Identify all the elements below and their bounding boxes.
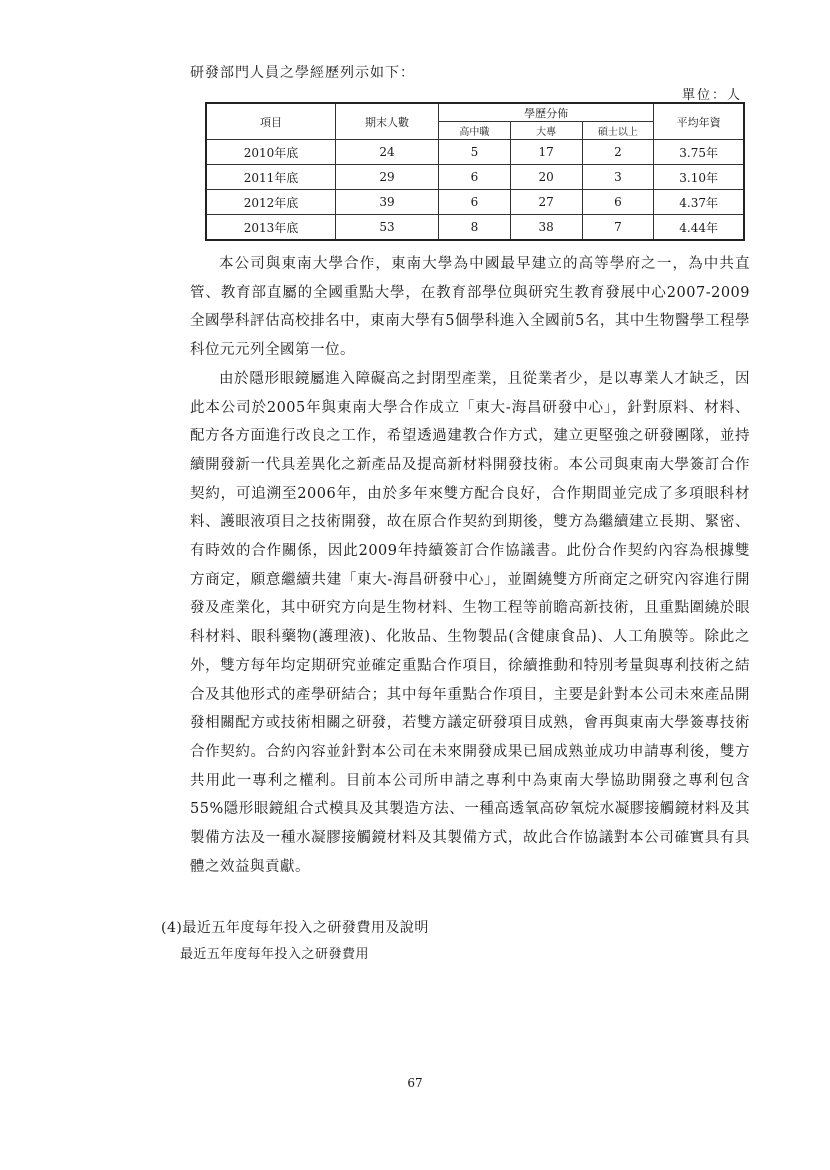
cell-high-school: 6 (439, 165, 511, 190)
rd-staff-table (205, 102, 745, 241)
cell-headcount: 29 (335, 165, 438, 190)
table-row (206, 215, 744, 241)
cell-college: 17 (510, 140, 582, 165)
cell-college: 20 (510, 165, 582, 190)
cell-avg-tenure: 4.44年 (654, 215, 744, 241)
header-college: 大專 (510, 122, 582, 140)
sub-heading: 最近五年度每年投入之研發費用 (180, 947, 370, 962)
cell-high-school: 5 (439, 140, 511, 165)
cell-headcount: 39 (335, 190, 438, 215)
cell-master-above: 2 (582, 140, 654, 165)
cell-master-above: 6 (582, 190, 654, 215)
cell-year: 2010年底 (206, 140, 335, 165)
cell-year: 2011年底 (206, 165, 335, 190)
paragraph: 本公司與東南大學合作，東南大學為中國最早建立的高等學府之一，為中共直管、教育部直屬的全國重點大學，在教育部學位與研究生教育發展中心2007-2009全國學科評估高校排名中，東南大學有5個學科進入全國前5名，其中生物醫學工程學科位元元列全國第一位。 (190, 256, 750, 359)
cell-avg-tenure: 4.37年 (654, 190, 744, 215)
header-education: 學歷分佈 (439, 103, 654, 122)
header-avg-tenure: 平均年資 (654, 103, 744, 140)
cell-avg-tenure: 3.75年 (654, 140, 744, 165)
body-text (190, 250, 750, 881)
section-heading: (4)最近五年度每年投入之研發費用及說明 (161, 920, 429, 936)
cell-high-school: 8 (439, 215, 511, 241)
paragraph: 由於隱形眼鏡屬進入障礙高之封閉型產業，且從業者少，是以專業人才缺乏，因此本公司於2005年與東南大學合作成立「東大-海昌研發中心」，針對原料、材料、配方各方面進行改良之工作，希望透過建教合作方式，建立更堅強之研發團隊，並持續開發新一代具差異化之新產品及提高新材料開發技術。本公司與東南大學簽訂合作契約，可追溯至2006年，由於多年來雙方配合良好，合作期間並完成了多項眼科材料、護眼液項目之技術開發，故在原合作契約到期後，雙方為繼續建立長期、緊密、有時效的合作關係，因此2009年持續簽訂合作協議書。此份合作契約內容為根據雙方商定，願意繼續共建「東大-海昌研發中心」，並圍繞雙方所商定之研究內容進行開發及產業化，其中研究方向是生物材料、生物工程等前瞻高新技術，且重點圍繞於眼科材料、眼科藥物(護理液)、化妝品、生物製品(含健康食品)、人工角膜等。除此之外，雙方每年均定期研究並確定重點合作項目，徐續推動和特別考量與專利技術之結合及其他形式的產學研結合；其中每年重點合作項目，主要是針對本公司未來產品開發相關配方或技術相關之研發，若雙方議定研發項目成熟，會再與東南大學簽專技術合作契約。合約內容並針對本公司在未來開發成果已屆成熟並成功申請專利後，雙方共用此一專利之權利。目前本公司所申請之專利中為東南大學協助開發之專利包含55%隱形眼鏡組合式模具及其製造方法、一種高透氧高矽氧烷水凝膠接觸鏡材料及其製備方法及一種水凝膠接觸鏡材料及其製備方式，故此合作協議對本公司確實具有具體之效益與貢獻。 (190, 370, 750, 875)
table-row (206, 190, 744, 215)
table-row (206, 140, 744, 165)
table-row (206, 165, 744, 190)
cell-college: 27 (510, 190, 582, 215)
cell-master-above: 7 (582, 215, 654, 241)
table-intro-text: 研發部門人員之學經歷列示如下： (190, 65, 415, 81)
header-item: 項目 (206, 103, 335, 140)
header-high-school: 高中職 (439, 122, 511, 140)
cell-master-above: 3 (582, 165, 654, 190)
cell-headcount: 24 (335, 140, 438, 165)
cell-college: 38 (510, 215, 582, 241)
unit-label: 單位：人 (681, 88, 742, 103)
header-master-above: 碩士以上 (582, 122, 654, 140)
cell-high-school: 6 (439, 190, 511, 215)
cell-year: 2012年底 (206, 190, 335, 215)
cell-avg-tenure: 3.10年 (654, 165, 744, 190)
cell-year: 2013年底 (206, 215, 335, 241)
header-headcount: 期末人數 (335, 103, 438, 140)
cell-headcount: 53 (335, 215, 438, 241)
page-number: 67 (407, 1076, 423, 1090)
